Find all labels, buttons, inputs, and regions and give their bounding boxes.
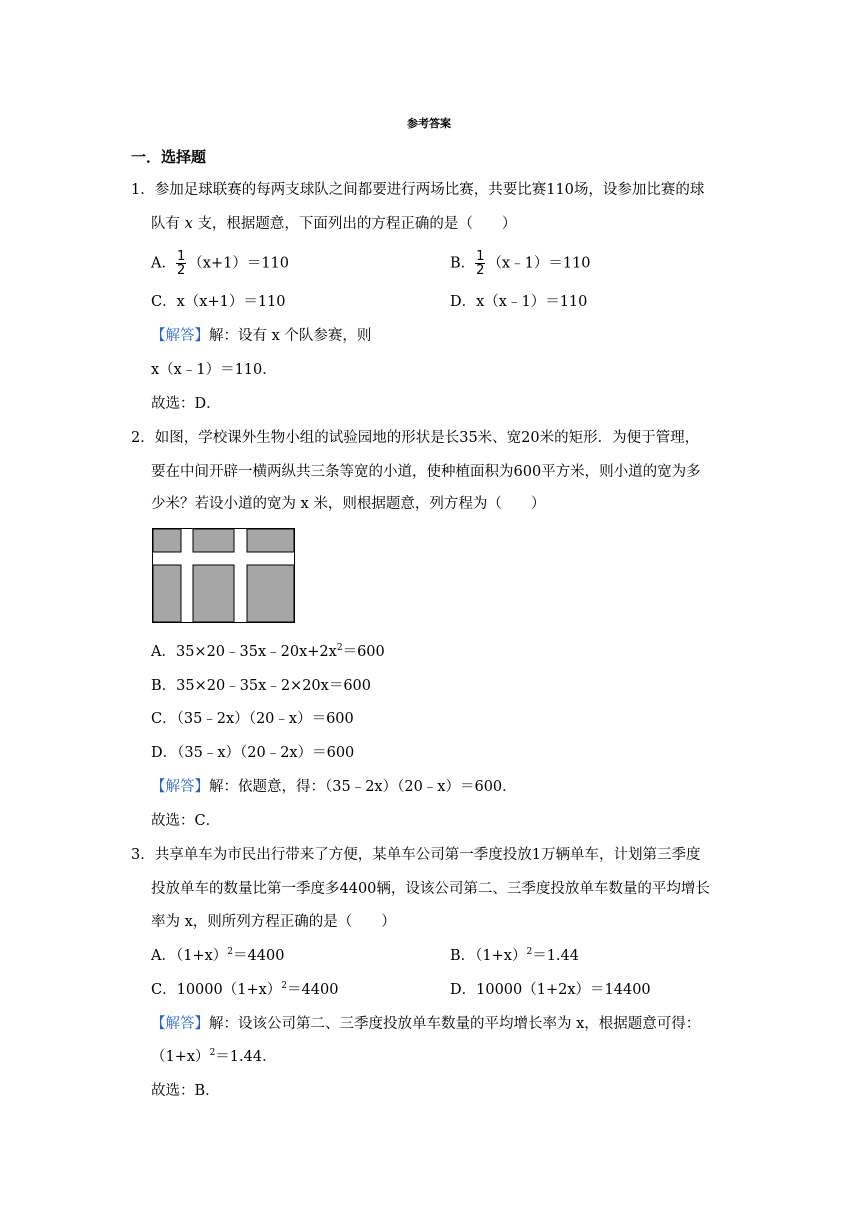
q1-number: 1． [131,182,155,198]
q3-answer: 故选：B． [151,1083,220,1099]
page-title: 参考答案 [407,117,451,130]
q1-equation: x（x﹣1）＝110． [151,362,277,378]
q2-answer: 故选：C． [151,813,221,829]
fraction-one-half: $\frac{1}{2}$ [176,249,186,278]
garden-figure [152,528,295,623]
q3-line-3: 率为 x，则所列方程正确的是（ ） [151,914,396,930]
q3-equation: $(1+x)^2=1.44$． [151,1048,277,1065]
plot-top-middle [193,529,234,552]
plot-top-left [153,529,181,552]
q1-line-1: 1．参加足球联赛的每两支球队之间都要进行两场比赛，共要比赛110场，设参加比赛的球 [131,182,705,198]
q1-option-a: A． $\frac{1}{2}$ （x+1）＝110 [151,249,289,278]
fraction-one-half: $\frac{1}{2}$ [476,249,485,278]
section-heading: 一．选择题 [131,148,207,166]
q3-option-c: C．$10000(1+x)^2=4400$ [151,981,339,998]
q3-number: 3． [131,847,155,863]
q1-line-2: 队有 x 支，根据题意，下面列出的方程正确的是（ ） [151,216,517,232]
plot-bottom-left [153,565,181,622]
q2-number: 2． [131,430,155,446]
solution-tag: 【解答】 [151,779,209,795]
plot-top-right [247,529,294,552]
q1-option-d: D．x（x﹣1）＝110 [450,294,588,310]
q2-option-d: D．（35﹣x）（20﹣2x）＝600 [151,745,355,761]
q3-option-a: A．$(1+x)^2=4400$ [151,947,285,964]
q2-line-3: 少米？若设小道的宽为 x 米，则根据题意，列方程为（ ） [151,496,546,512]
q2-line-1: 2．如图，学校课外生物小组的试验园地的形状是长35米、宽20米的矩形．为便于管理， [131,430,700,446]
q3-solution: 【解答】解：设该公司第二、三季度投放单车数量的平均增长率为 x，根据题意可得： [151,1016,701,1032]
plot-bottom-middle [193,565,234,622]
q1-option-c: C．x（x+1）＝110 [151,294,286,310]
solution-tag: 【解答】 [151,328,209,344]
q3-line-2: 投放单车的数量比第一季度多4400辆，设该公司第二、三季度投放单车数量的平均增长 [151,881,710,897]
q2-option-a: A．$35\times 20﹣35x﹣20x+2x^2=600$ [151,643,385,660]
q1-option-b: B． $\frac{1}{2}$ （x﹣1）＝110 [450,249,591,278]
q2-option-c: C．（35﹣2x）（20﹣x）＝600 [151,711,354,727]
plot-bottom-right [247,565,294,622]
q3-line-1: 3．共享单车为市民出行带来了方便，某单车公司第一季度投放1万辆单车，计划第三季度 [131,847,701,863]
solution-tag: 【解答】 [151,1016,209,1032]
q1-solution: 【解答】解：设有 x 个队参赛，则 [151,328,372,344]
q3-option-b: B．$(1+x)^2=1.44$ [450,947,579,964]
q2-option-b: B．35×20﹣35x﹣2×20x＝600 [151,678,372,694]
q1-answer: 故选：D． [151,396,221,412]
q2-solution: 【解答】解：依题意，得：（35﹣2x）（20﹣x）＝600． [151,779,517,795]
q2-line-2: 要在中间开辟一横两纵共三条等宽的小道，使种植面积为600平方米，则小道的宽为多 [151,464,701,480]
q3-option-d: D．10000（1+2x）＝14400 [450,982,651,998]
